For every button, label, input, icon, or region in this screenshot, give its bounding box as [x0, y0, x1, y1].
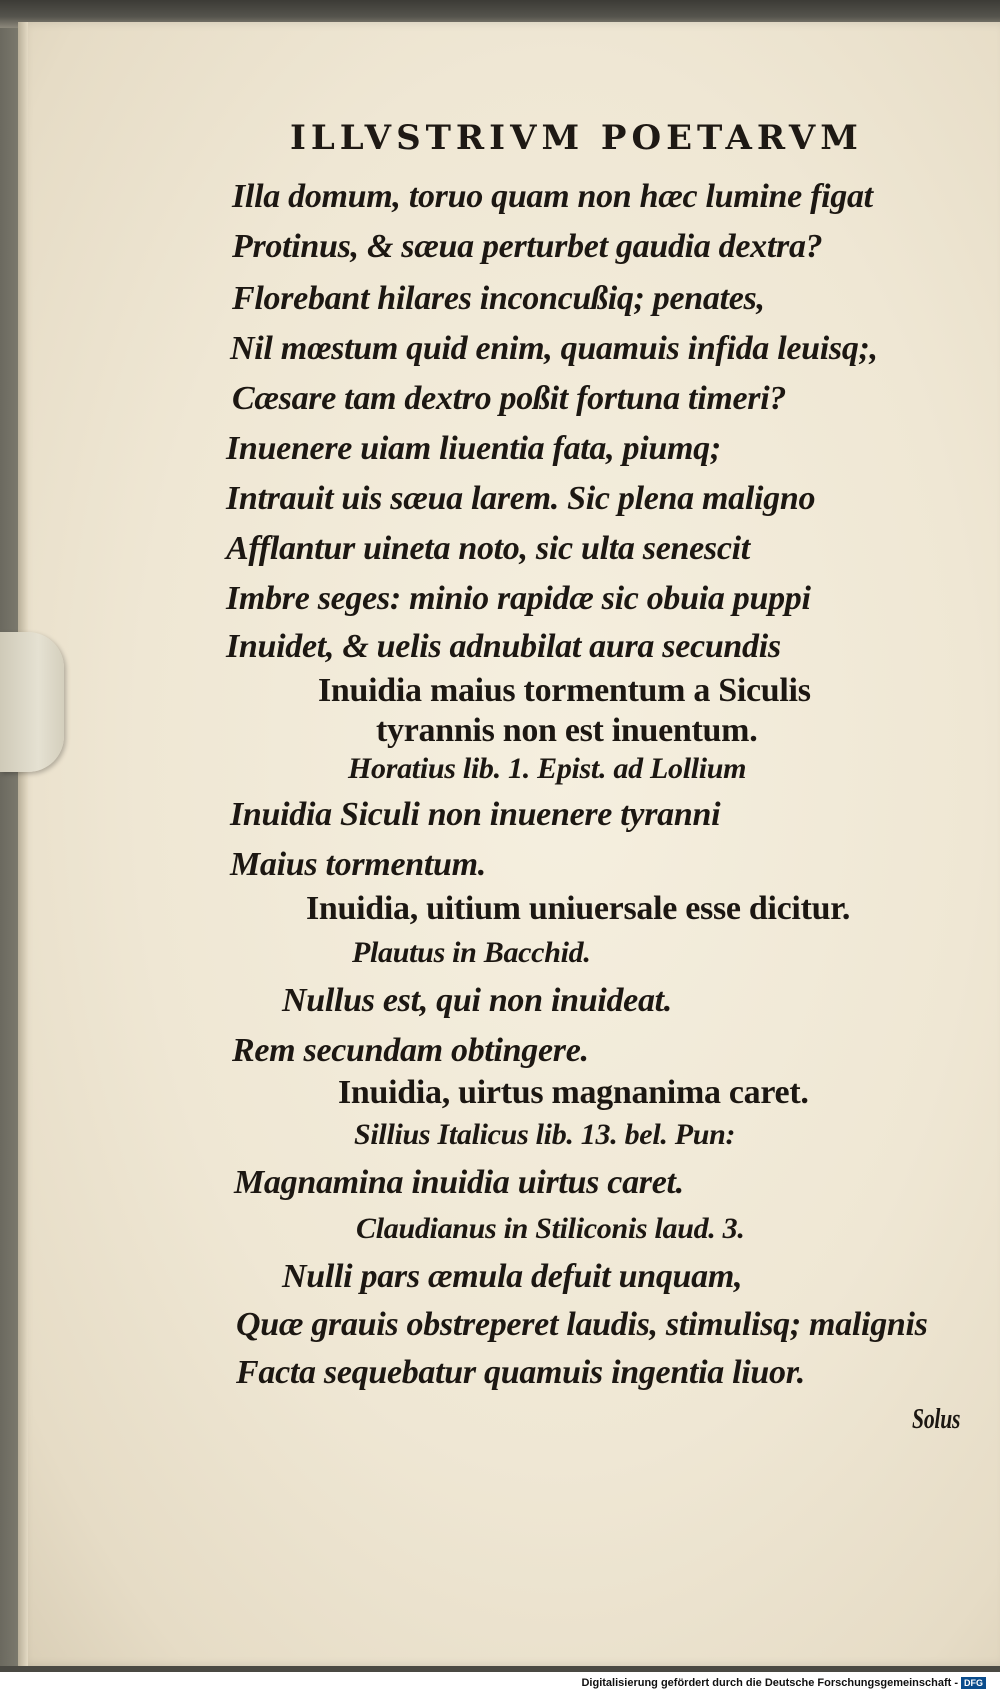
verse-line: Cæsare tam dextro poßit fortuna timeri?	[232, 380, 787, 417]
verse-line: Illa domum, toruo quam non hæc lumine figat	[232, 178, 873, 215]
verse-line: Protinus, & sæua perturbet gaudia dextra?	[232, 228, 823, 265]
verse-line: Inuidet, & uelis adnubilat aura secundis	[226, 628, 781, 665]
source-citation: Claudianus in Stiliconis laud. 3.	[356, 1212, 745, 1245]
digitization-credit	[581, 1677, 986, 1689]
verse-line: Nulli pars æmula defuit unquam,	[282, 1258, 743, 1295]
section-heading: tyrannis non est inuentum.	[376, 712, 758, 749]
verse-line: Intrauit uis sæua larem. Sic plena maligno	[226, 480, 816, 517]
source-citation: Horatius lib. 1. Epist. ad Lollium	[348, 752, 747, 785]
source-citation: Sillius Italicus lib. 13. bel. Pun:	[354, 1118, 736, 1151]
running-header: ILLVSTRIVM POETARVM	[290, 118, 863, 158]
book-page	[18, 22, 1000, 1666]
verse-line: Maius tormentum.	[230, 846, 486, 883]
verse-line: Quæ grauis obstreperet laudis, stimulisq; malignis	[236, 1306, 928, 1343]
page-marker-tab	[0, 632, 64, 772]
catchword: Solus	[912, 1404, 961, 1435]
section-heading: Inuidia maius tormentum a Siculis	[318, 672, 811, 709]
page-gutter-edge	[18, 22, 28, 1666]
source-citation: Plautus in Bacchid.	[352, 936, 591, 969]
verse-line: Imbre seges: minio rapidæ sic obuia puppi	[226, 580, 811, 617]
section-heading: Inuidia, uirtus magnanima caret.	[338, 1074, 809, 1111]
section-heading: Inuidia, uitium uniuersale esse dicitur.	[306, 890, 851, 927]
verse-line: Florebant hilares inconcußiq; penates,	[232, 280, 765, 317]
verse-line: Nil mœstum quid enim, quamuis infida leuisq;,	[230, 330, 878, 367]
verse-line: Inuidia Siculi non inuenere tyranni	[230, 796, 721, 833]
verse-line: Rem secundam obtingere.	[232, 1032, 589, 1069]
verse-line: Nullus est, qui non inuideat.	[282, 982, 672, 1019]
verse-line: Magnamina inuidia uirtus caret.	[234, 1164, 684, 1201]
digitization-credit-text: Digitalisierung gefördert durch die Deutsche Forschungsgemeinschaft -	[581, 1677, 958, 1689]
dfg-logo-badge: DFG	[961, 1677, 986, 1689]
verse-line: Inuenere uiam liuentia fata, piumq;	[226, 430, 721, 467]
verse-line: Facta sequebatur quamuis ingentia liuor.	[236, 1354, 805, 1391]
verse-line: Afflantur uineta noto, sic ulta senescit	[226, 530, 750, 567]
